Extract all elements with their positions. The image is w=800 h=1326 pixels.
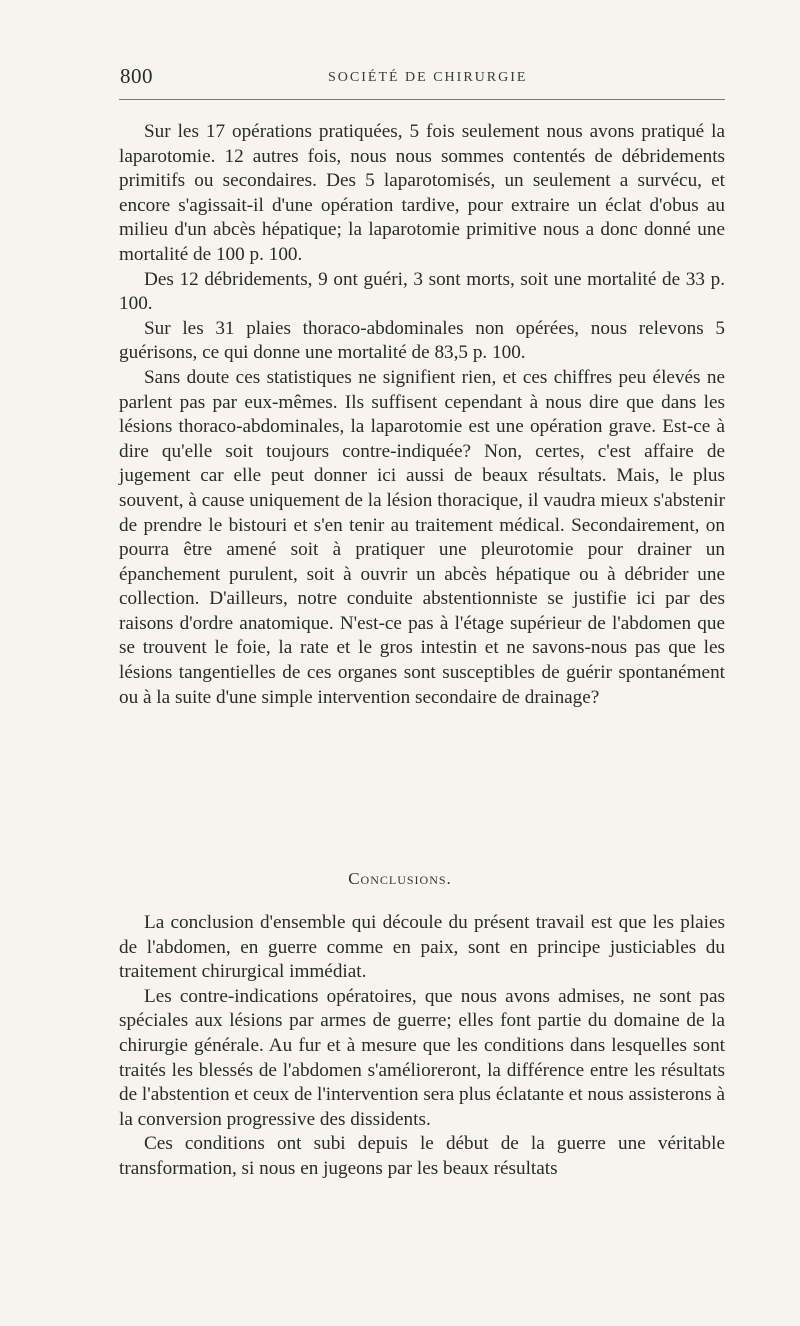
paragraph: Sans doute ces statistiques ne signifient rien, et ces chiffres peu élevés ne parlent pas par eux-mêmes. Ils suffisent cependant à nous dire que dans les lésions thoraco-abdominales, la laparotomie est une opération grave. Est-ce à dire qu'elle soit toujours contre-indiquée? Non, certes, c'est affaire de jugement car elle peut donner ici aussi de beaux résultats. Mais, le plus souvent, à cause uniquement de la lésion thoracique, il vaudra mieux s'abstenir de prendre le bistouri et s'en tenir au traitement médical. Secondairement, on pourra être amené soit à pratiquer une pleurotomie pour drainer un épanchement purulent, soit à ouvrir un abcès hépatique ou à débrider une collection. D'ailleurs, notre conduite abstentionniste se justifie ici par des raisons d'ordre anatomique. N'est-ce pas à l'étage supérieur de l'abdomen que se trouvent le foie, la rate et le gros intestin et ne savons-nous pas que les lésions tangentielles de ces organes sont susceptibles de guérir spontanément ou à la suite d'une simple intervention secondaire de drainage? [119, 366, 725, 708]
section-title: Conclusions. [348, 869, 452, 888]
paragraph: La conclusion d'ensemble qui découle du présent travail est que les plaies de l'abdomen, en guerre comme en paix, sont en principe justiciables du traitement chirurgical immédiat. [119, 912, 725, 983]
page-number: 800 [120, 64, 153, 88]
paragraph: Sur les 31 plaies thoraco-abdominales non opérées, nous relevons 5 guérisons, ce qui donne une mortalité de 83,5 p. 100. [119, 317, 725, 364]
running-head: SOCIÉTÉ DE CHIRURGIE [328, 70, 528, 85]
paragraph: Les contre-indications opératoires, que nous avons admises, ne sont pas spéciales aux lésions par armes de guerre; elles font partie du domaine de la chirurgie générale. Au fur et à mesure que les conditions dans lesquelles sont traités les blessés de l'abdomen s'amélioreront, la différence entre les résultats de l'abstention et ceux de l'intervention sera plus éclatante et nous assisterons à la conversion progressive des dissidents. [119, 985, 725, 1130]
conclusions-text [119, 911, 725, 1182]
paragraph: Ces conditions ont subi depuis le début de la guerre une véritable transformation, si nous en jugeons par les beaux résultats [119, 1133, 725, 1179]
header-rule [119, 99, 725, 100]
body-text [119, 120, 725, 710]
paragraph: Des 12 débridements, 9 ont guéri, 3 sont morts, soit une mortalité de 33 p. 100. [119, 268, 725, 315]
paragraph: Sur les 17 opérations pratiquées, 5 fois seulement nous avons pratiqué la laparotomie. 12 autres fois, nous nous sommes contentés de débridements primitifs ou secondaires. Des 5 laparotomisés, un seulement a survécu, et encore s'agissait-il d'une opération tardive, pour extraire un éclat d'obus au milieu d'un abcès hépatique; la laparotomie primitive nous a donc donné une mortalité de 100 p. 100. [119, 121, 725, 265]
